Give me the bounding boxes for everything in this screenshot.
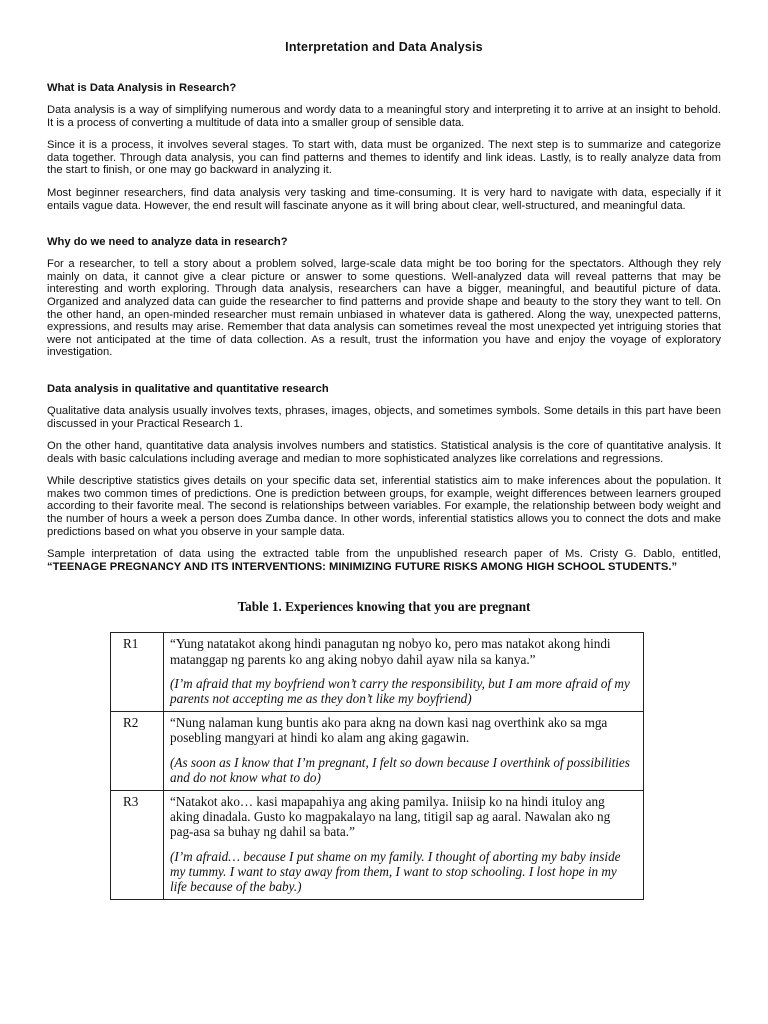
respondent-id: R1 xyxy=(111,633,164,712)
respondent-id: R3 xyxy=(111,791,164,900)
study-title: “TEENAGE PREGNANCY AND ITS INTERVENTIONS: MINIMIZING FUTURE RISKS AMONG HIGH SCHOOL STUDENTS.” xyxy=(47,560,678,573)
responses-table xyxy=(110,632,644,900)
section-heading-what-is-data-analysis: What is Data Analysis in Research? xyxy=(47,82,237,94)
section-heading-qual-quant: Data analysis in qualitative and quantitative research xyxy=(47,382,329,395)
response-translation: (As soon as I know that I’m pregnant, I felt so down because I overthink of possibilities and do not know what to do) xyxy=(170,754,630,785)
paragraph: Since it is a process, it involves several stages. To start with, data must be organized. The next step is to summarize and categorize data together. Through data analysis, you can find patterns and themes to identify and link ideas. Lastly, is to really analyze data from the start to finish, or one may go backward in analyzing it. xyxy=(47,139,721,177)
response-original: “Natakot ako… kasi mapapahiya ang aking pamilya. Iniisip ko na hindi ituloy ang aking dinadala. Gusto ko magpakalayo na lang, titigil sap ag aaral. Nawalan ako ng pag-asa sa buhay ng dahil sa bata.” xyxy=(170,794,611,840)
response-cell xyxy=(164,791,644,900)
section-heading-why-analyze: Why do we need to analyze data in research? xyxy=(47,236,288,249)
paragraph: Most beginner researchers, find data analysis very tasking and time-consuming. It is very hard to navigate with data, especially if it entails vague data. However, the end result will fascinate anyone as it will bring about clear, well-structured, and meaningful data. xyxy=(47,186,721,212)
respondent-id: R2 xyxy=(111,712,164,791)
paragraph: Qualitative data analysis usually involves texts, phrases, images, objects, and sometimes symbols. Some details in this part have been discussed in your Practical Research 1. xyxy=(47,404,721,430)
response-cell xyxy=(164,712,644,791)
document-title: Interpretation and Data Analysis xyxy=(285,40,483,54)
response-original: “Yung natatakot akong hindi panagutan ng nobyo ko, pero mas natakot akong hindi matanggap ng parents ko ang aking nobyo dahil ayaw nila sa kanya.” xyxy=(170,636,611,667)
paragraph: Data analysis is a way of simplifying numerous and wordy data to a meaningful story and interpreting it to arrive at an insight to behold. It is a process of converting a multitude of data into a smaller group of sensible data. xyxy=(47,104,721,129)
paragraph: For a researcher, to tell a story about a problem solved, large-scale data might be too boring for the spectators. Although they rely mainly on data, it cannot give a clear picture or answer to some questions. Well-analyzed data will reveal patterns that may be interesting and worth exploring. Through data analysis, researchers can have a bigger, meaningful, and beautiful picture of data. Organized and analyzed data can guide the researcher to find patterns and provide shape and beauty to the story they want to tell. On the other hand, an open-minded researcher must remain unbiased in whatever data is gathered. Along the way, unexpected patterns, expressions, and results may arise. Remember that data analysis can sometimes reveal the most unexpected yet intriguing stories that were not anticipated at the time of data collection. As a result, trust the information you have and enjoy the voyage of exploratory investigation. xyxy=(47,258,721,359)
table-row xyxy=(111,712,644,791)
response-translation: (I’m afraid that my boyfriend won’t carry the responsibility, but I am more afraid of my parents not accepting me as they don’t like my boyfriend) xyxy=(170,675,630,707)
response-translation: (I’m afraid… because I put shame on my family. I thought of aborting my baby inside my tummy. I want to stay away from them, I want to stop schooling. I lost hope in my life because of the baby.) xyxy=(170,848,621,895)
table-row xyxy=(111,633,644,712)
response-original: “Nung nalaman kung buntis ako para akng na down kasi nag overthink ako sa mga posebling mangyari at hindi ko alam ang aking gagawin. xyxy=(170,715,608,746)
sample-interpretation-paragraph xyxy=(47,548,721,573)
sample-intro-text: Sample interpretation of data using the extracted table from the unpublished research paper of Ms. Cristy G. Dablo, entitled, xyxy=(47,548,721,561)
table-caption: Table 1. Experiences knowing that you are pregnant xyxy=(237,599,531,615)
response-cell xyxy=(164,633,644,712)
table-row xyxy=(111,791,644,900)
paragraph: While descriptive statistics gives details on your specific data set, inferential statistics aim to make inferences about the population. It makes two common times of predictions. One is prediction between groups, for example, weight differences between learners grouped according to their favorite meal. The second is relationships between variables. For example, the relationship between body weight and the number of hours a week a person does Zumba dance. In other words, inferential statistics allows you to connect the dots and make predictions based on what you observe in your sample data. xyxy=(47,475,721,538)
paragraph: On the other hand, quantitative data analysis involves numbers and statistics. Statistical analysis is the core of quantitative analysis. It deals with basic calculations including average and median to more sophisticated analyzes like correlations and regressions. xyxy=(47,440,721,465)
